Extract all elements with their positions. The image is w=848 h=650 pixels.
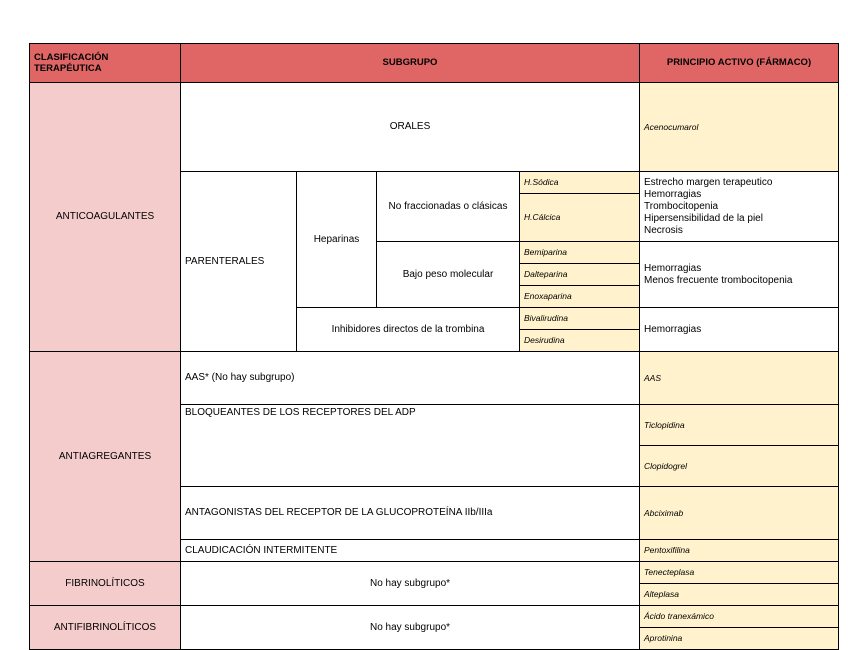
class-fibrinoliticos: FIBRINOLÍTICOS [30,562,181,606]
effect-line: Menos frecuente trombocitopenia [644,274,793,286]
drug-desirudina: Desirudina [520,330,640,352]
subgroup-fibrinoliticos: No hay subgrupo* [181,562,640,606]
effect-line: Hemorragias [644,323,702,335]
effect-line: Hemorragias [644,188,702,200]
class-anticoagulantes: ANTICOAGULANTES [30,83,181,352]
pharmacology-table [29,43,839,650]
header-principio: PRINCIPIO ACTIVO (FÁRMACO) [640,44,839,83]
drug-abciximab: Abciximab [640,487,839,540]
header-row [30,44,839,83]
drug-dalteparina: Dalteparina [520,264,640,286]
class-antiagregantes: ANTIAGREGANTES [30,352,181,562]
subgroup-claudicacion: CLAUDICACIÓN INTERMITENTE [181,540,640,562]
drug-h-calcica: H.Cálcica [520,194,640,242]
subgroup-no-fraccionadas: No fraccionadas o clásicas [377,172,520,242]
table-row [30,352,839,405]
subgroup-orales: ORALES [181,83,640,172]
effect-line: Necrosis [644,224,683,236]
subgroup-antifibrinoliticos: No hay subgrupo* [181,606,640,650]
subgroup-aas: AAS* (No hay subgrupo) [181,352,640,405]
subgroup-glucoproteina: ANTAGONISTAS DEL RECEPTOR DE LA GLUCOPROTEÍNA IIb/IIIa [181,487,640,540]
effect-line: Hipersensibilidad de la piel [644,212,763,224]
subgroup-inhibidores: Inhibidores directos de la trombina [297,308,520,352]
subgroup-bajo-peso: Bajo peso molecular [377,242,520,308]
drug-tenecteplasa: Tenecteplasa [640,562,839,584]
table-row [30,606,839,628]
drug-alteplasa: Alteplasa [640,584,839,606]
subgroup-heparinas: Heparinas [297,172,377,308]
drug-bemiparina: Bemiparina [520,242,640,264]
drug-h-sodica: H.Sódica [520,172,640,194]
header-subgrupo: SUBGRUPO [181,44,640,83]
effects-bajo-peso [640,242,839,308]
effect-line: Trombocitopenia [644,200,719,212]
drug-aprotinina: Aprotinina [640,628,839,650]
drug-pentoxifilina: Pentoxifilina [640,540,839,562]
effect-line: Estrecho margen terapeutico [644,176,773,188]
drug-bivalirudina: Bivalirudina [520,308,640,330]
table-row [30,562,839,584]
effects-no-fraccionadas [640,172,839,242]
effects-inhibidores [640,308,839,352]
drug-ticlopidina: Ticlopidina [640,405,839,446]
subgroup-adp: BLOQUEANTES DE LOS RECEPTORES DEL ADP [181,405,640,487]
drug-aas: AAS [640,352,839,405]
header-clasificacion: CLASIFICACIÓN TERAPÉUTICA [30,44,181,83]
table-row [30,83,839,172]
drug-enoxaparina: Enoxaparina [520,286,640,308]
subgroup-parenterales: PARENTERALES [181,172,297,352]
drug-clopidogrel: Clopidogrel [640,446,839,487]
drug-acido-tranexamico: Ácido tranexámico [640,606,839,628]
class-antifibrinoliticos: ANTIFIBRINOLÍTICOS [30,606,181,650]
drug-acenocumarol: Acenocumarol [640,83,839,172]
effect-line: Hemorragias [644,262,702,274]
